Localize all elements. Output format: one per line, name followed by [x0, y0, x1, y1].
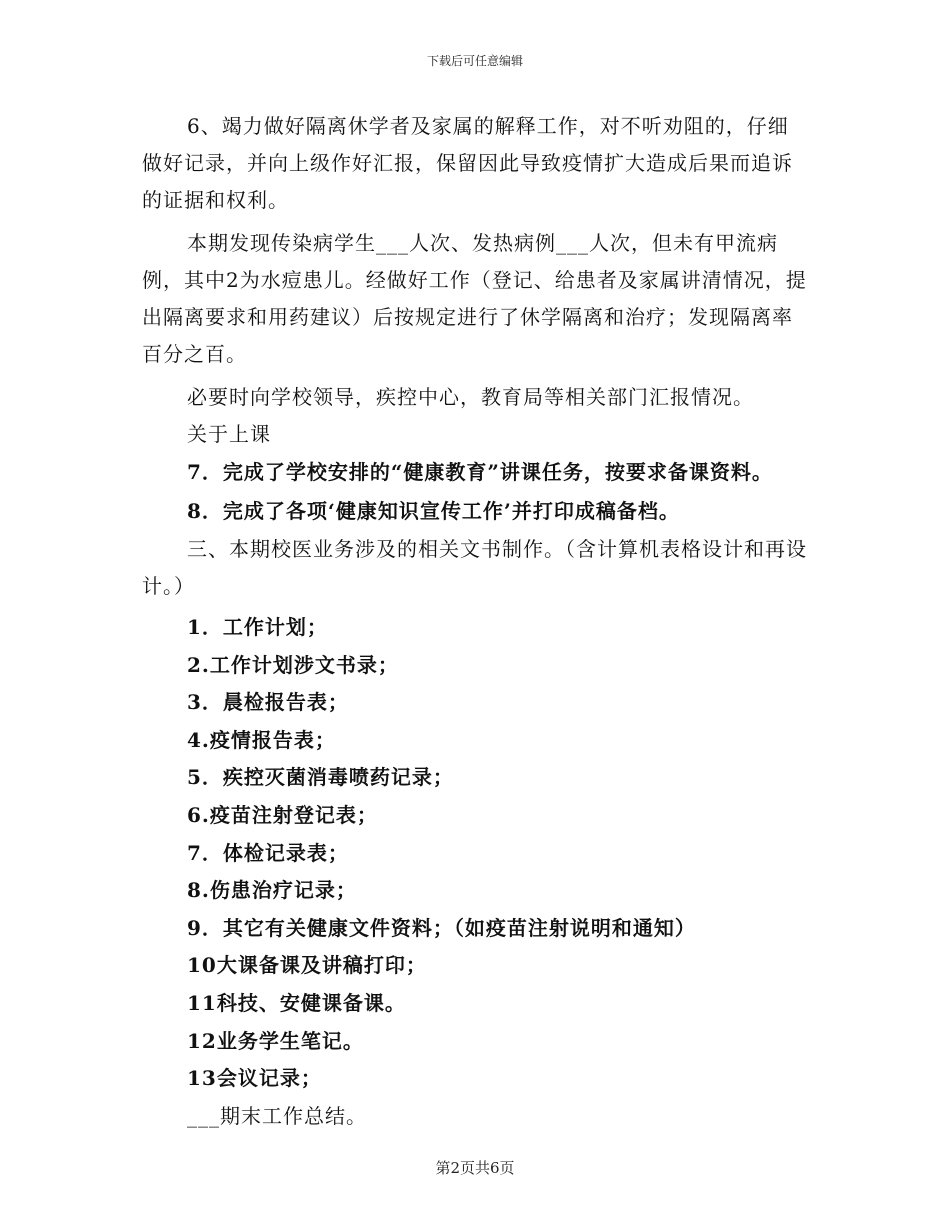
list-item: 9．其它有关健康文件资料；（如疫苗注射说明和通知） — [187, 915, 696, 940]
list-item: 6.疫苗注射登记表； — [187, 802, 378, 827]
list-item: 2.工作计划涉文书录； — [187, 652, 399, 677]
list-item: 3．晨检报告表； — [187, 690, 349, 715]
document-list — [142, 609, 808, 1098]
paragraph-item-6: 6、竭力做好隔离休学者及家属的解释工作，对不听劝阻的，仔细做好记录，并向上级作好汇报，保留因此导致疫情扩大造成后果而追诉的证据和权利。 — [142, 114, 793, 212]
document-body — [142, 108, 808, 1135]
paragraph-case-report: 本期发现传染病学生___人次、发热病例___人次，但未有甲流病例，其中2为水痘患儿。经做好工作（登记、给患者及家属讲清情况，提出隔离要求和用药建议）后按规定进行了休学隔离和治疗；发现隔离率百分之百。 — [142, 231, 807, 366]
list-item: 8.伤患治疗记录； — [187, 878, 357, 903]
list-item: 12业务学生笔记。 — [187, 1028, 364, 1053]
paragraph-item-8: 8．完成了各项‘健康知识宣传工作’并打印成稿备档。 — [187, 499, 680, 523]
list-item: 13会议记录； — [187, 1066, 322, 1091]
paragraph-report-authorities: 必要时向学校领导，疾控中心，教育局等相关部门汇报情况。 — [187, 385, 754, 409]
list-item: 4.疫情报告表； — [187, 727, 336, 752]
section-heading-classes: 关于上课 — [187, 422, 271, 446]
page-header: 下载后可任意编辑 — [426, 54, 523, 68]
paragraph-item-7: 7．完成了学校安排的“健康教育”讲课任务，按要求备课资料。 — [187, 460, 773, 484]
list-item: 5．疾控灭菌消毒喷药记录； — [187, 765, 454, 790]
list-item: 10大课备课及讲稿打印； — [187, 953, 427, 978]
list-item: 11科技、安健课备课。 — [187, 990, 406, 1015]
list-item: 1．工作计划； — [187, 615, 328, 639]
page-footer: 第2页共6页 — [435, 1159, 515, 1177]
list-item: 7．体检记录表； — [187, 840, 349, 865]
paragraph-term-summary: ___期末工作总结。 — [187, 1103, 367, 1128]
section-heading-documents: 三、本期校医业务涉及的相关文书制作。（含计算机表格设计和再设计。） — [142, 537, 807, 598]
